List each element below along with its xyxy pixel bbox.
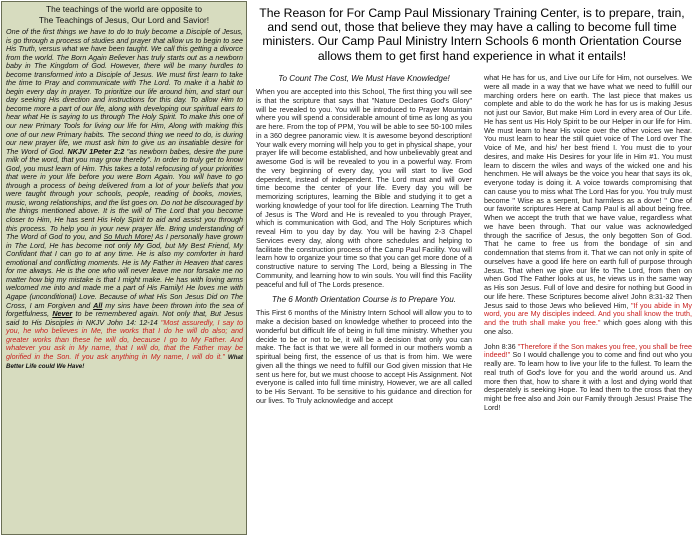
teachings-sidebar <box>1 1 247 535</box>
sidebar-so-much-more: So Much More! <box>103 232 153 242</box>
right-para-2 <box>484 343 692 413</box>
sidebar-para-5: to be remembered again. Not only that, But Jesus said to His Disciples in NKJV John 14: 12-14 <box>6 309 243 327</box>
section-heading-orientation: The 6 Month Orientation Course is to Prepare You. <box>271 295 457 305</box>
right-quote-john-8-36: "Therefore if the Son makes you free, you shall be free indeed!" <box>484 341 692 360</box>
sidebar-ref-nkjv: NKJV 1Peter 2:2 <box>67 146 125 156</box>
middle-column <box>256 74 472 412</box>
sidebar-quote-red: "Most assuredly, I say to you, he who believes in Me, the works that I do he will do also; and greater works than these he will do, because I go to My Father. And whatever you ask in My name, that I will do, that the Father may be glorified in the Son. If you ask anything in My name, I will do it." <box>6 317 244 361</box>
sidebar-body <box>2 28 246 372</box>
sidebar-tagline: What Better Life could We Have! <box>6 353 243 371</box>
middle-para-2: This First 6 months of the Ministry Intern School will allow you to to make a decision based on knowledge whether to proceed into the wonderful but difficult life of being in full time ministry. Whether you decide to be or not to be, it will be a decision that only you can make. The fact is that we were all formed in our mothers womb a spiritual being first, the essence of us that is from him. We were given all the things we need to fulfill our God given mission that He sent us here for, but we must choose to accept His Assignment. Not everyone is called into full time ministry, However, we are all called to be His Servant. To be sensitive to his guidance and direction for our lives. To Truly acknowledge and accept <box>256 308 472 405</box>
middle-para-1: When you are accepted into this School, The first thing you will see is that the scripture that says that "Nature Declares God's Glory" will be revealed to you. You will be introduced to Prayer Mountain where you will spend a considerable amount of time as long as you are here. From the top of PPM, You will be able to see 50-100 miles in a 360 degree panoramic view. It is awesome beyond description! Your walk every morning will help you to get in physical shape, your prayer life will become established, and how unbelievably great and awesome God is will be revealed to you in a powerful way. From the very beginning of every day, you will start to live God dependent, instead of independent. The Lord must and will over time become the center of your life. Every day you will be memorizing scriptures, learning the Bible and studying it to get a working knowledge of your tool for life direction. Learning The Truth of Jesus is The Word and He is revealed to you through Prayer, which is communication with God, and The Holy Scriptures which reveal Him to you day by day. You will be having 2-3 Chapel Services every day, along with chore schedules and helping to facilitate the construction process of the Camp Paul Facility. You will learn how to organize your time so that you can get more done of a constructive nature to serving The Lord, being a Blessing in The Community, and learning how to win souls. You will find this Facility peaceful and full of The Lords presence. <box>256 87 472 289</box>
right-para-2-text: So I would challenge you to come and find out who you really are. To learn how to live your life to the fullest. To learn the real truth of God's love for you and the world around us. And more then that, how to share it with a lost and dying world that desperately is seeking Hope. To lead them to the cross that they might be free also and Join our Family through Jesus! Praise The Lord! <box>484 350 692 412</box>
sidebar-para-1: One of the first things we have to do to truly become a Disciple of Jesus, is go through a process of studies and prayer that allow us to begin to see His Truth, versus what we have been taught. We call this getting a divorce from the world. The Born Again Believer has truly starts out as a newborn baby in The Kingdom of God. However, there will be many hurdles to become transformed into a Disciple of Jesus. We must first learn to take the time to Pray and communicate with The Lord. To make it a habit to begin every day in prayer. To prioritize our life around him, and start our day seeking His direction and instructions for this day. To allow Him to become more a part of our life, along with developing our spiritual ears to hear what He is saying to us through The Holy Spirit. To make this one of our new Primary Tools for living our life for Him, Along with making this one of our new Primary habits. The second thing we need to do, is during our new prayer life, we must ask him to give us an insatiable desire for The Word of God. <box>6 27 243 156</box>
sidebar-para-2: "as newborn babes, desire the pure milk of the word, that you may grow thereby". In order to truly get to know God, you must learn of Him. This takes a total refocusing of your priorities that were in your life before you were Born Again. You will have to go through a process of being delivered from a lot of your beliefs that you were taught through your schools, people, reading of books, movies, music, wrong relationships, and the list goes on. Do not be discouraged by the things mentioned above. It is the will of The Lord that you become closer to Him, He has sent His Holy Spirit to aid and assist you through this process. To help you in your new prayer life. Bring understanding of The Word of God to you, and <box>6 146 244 242</box>
sidebar-para-4: my sins have been thrown into the sea of forgetfulness, <box>6 300 243 319</box>
sidebar-heading: The teachings of the world are opposite to The Teachings of Jesus, Our Lord and Savior! <box>38 4 210 25</box>
sidebar-all-word: All <box>93 300 103 310</box>
right-para-1-text: what He has for us, and Live our Life for Him, not ourselves. We were all made in a way that we have what we need to fulfill our marching orders here on earth. The last piece that makes us complete and able to do the work he has for us is making Jesus not just our Savior, But make Him Lord in every area of Our Life. He has sent us His Holy Spirit to be our Helper in our life for Him. We must learn to hear His voice over the other voices we hear. You must learn to hear the still quiet voice of The Lord over The Voice of Me, and his/ her best friend I. You must die to your desires, and make His Desires for your life in Him #1. You must learn to discern the wiles and ways of the wicked one and his henchmen. He will always be the voice you hear that says its ok, everyone today is doing it. A voice towards compromising that can cause you to miss what The Lord Has for you. You truly must become " Wise as a serpent, but harmless as a dove! " One of our favorite scriptures Here at Camp Paul is all about being free. When we accept the truth that we have value, regardless what we have been through. That our value was acknowledged through the sacrifice of Jesus, the only begotten Son of God. That he came to free us from the bondage of sin and condemnation that stems from it. That we can not only in spite of ourselves have a good life here on earth full of purpose through Jesus. That when we give our life to The Lord, from then on when God The Father looks at us, he views us in the same way as His son Jesus. Full of love and desire for nothing but Good in our life here. These Scriptures become alive! John 8:31-32 Then Jesus said to those Jews who believed Him, <box>484 73 692 310</box>
right-para-1-end: which goes along with this one also. <box>484 318 692 336</box>
sidebar-never-word: Never <box>52 309 73 319</box>
right-column <box>484 74 692 419</box>
right-para-1 <box>484 74 692 337</box>
page-headline: The Reason for For Camp Paul Missionary Training Center, is to prepare, train, and send out, those that believe they may have a calling to become full time ministers. Our Camp Paul Ministry Intern Schools 6 month Orientation Course allows them to get first hand experience in what it entails! <box>259 6 685 63</box>
section-heading-count-the-cost: To Count The Cost, We Must Have Knowledge! <box>278 74 450 83</box>
right-ref-john-8-36: John 8:36 <box>484 341 518 351</box>
sidebar-para-3: As I personally have grown in The Lord, He has become not only My God, but My Best Friend, My Confidant that I can go to at any time. He is also my comforter in hard emotional and conflicting moments. He is My Father in Heaven that cares for me always. He is the one who will never leave me nor forsake me no matter how big my mistake is that I might make. He has with loving arms welcomed me into and made me a part of His Family! He loves me with Agape (unconditional) Love. Because of what His Son Jesus Did on The Cross, I am Forgiven and <box>6 232 244 310</box>
right-quote-john-8-31: "If you abide in My word, you are My disciples indeed. And you shall know the truth, and the truth shall make you free." <box>484 300 692 327</box>
